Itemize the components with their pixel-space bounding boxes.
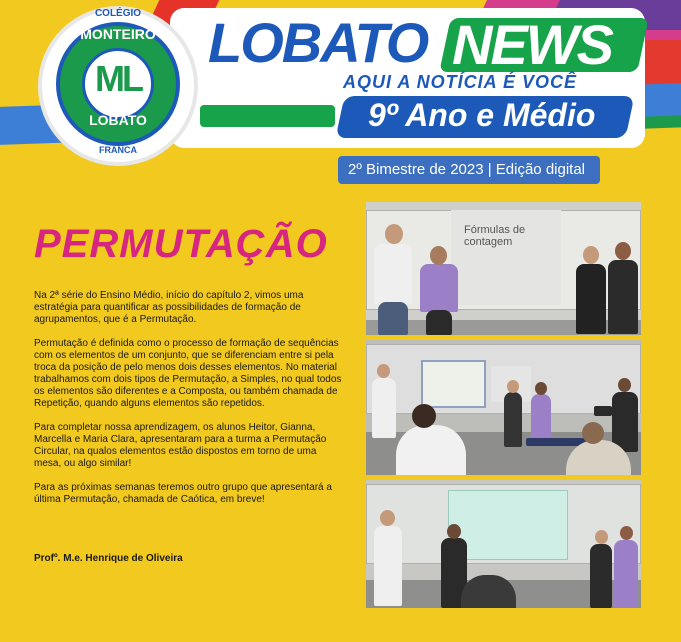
student-head xyxy=(615,242,631,260)
seated-student-head xyxy=(582,422,604,444)
grade-label: 9º Ano e Médio xyxy=(368,97,596,133)
article-paragraph: Para as próximas semanas teremos outro grupo que apresentará a última Permutação, chamada de Caótica, em breve! xyxy=(34,482,332,505)
screen-text: Fórmulas de contagem xyxy=(464,224,526,248)
student xyxy=(374,526,402,606)
student xyxy=(590,544,612,608)
classroom-photo-3 xyxy=(366,480,641,608)
article-paragraph: Para completar nossa aprendizagem, os alunos Heitor, Gianna, Marcella e Maria Clara, apresentaram para a turma a Permutação Circular, na qualos elementos estão dispostos em torno de uma mesa, ou algo similar! xyxy=(34,422,327,469)
student xyxy=(576,264,606,334)
logo-initials: ML xyxy=(95,58,141,99)
edition-label: 2º Bimestre de 2023 | Edição digital xyxy=(348,161,586,178)
article-headline: PERMUTAÇÃO xyxy=(34,222,328,266)
student-head xyxy=(535,382,547,395)
student-head xyxy=(618,378,631,392)
classroom-photo-2 xyxy=(366,340,641,475)
masthead-tagline: AQUI A NOTÍCIA É VOCÊ xyxy=(343,72,578,92)
decorative-green-bar xyxy=(200,105,335,127)
article-paragraph: Permutação é definida como o processo de formação de sequências com os elementos de um conjunto, que se diferenciam entre si pela troca da posição de pelo menos dois desses elementos. No material trabalhamos com dois tipos de Permutação, a Simples, no qual todos os elementos são diferentes e a Composta, ou também chamada de Repetição, quando alguns elementos são repetidos. xyxy=(34,338,342,409)
article-author: Profº. M.e. Henrique de Oliveira xyxy=(34,553,183,564)
projected-slide xyxy=(421,360,486,408)
student-head xyxy=(380,510,395,526)
student-legs xyxy=(378,302,408,335)
student xyxy=(372,378,396,438)
student xyxy=(614,540,638,608)
student-head xyxy=(430,246,447,265)
student-head xyxy=(507,380,519,393)
seated-student xyxy=(396,425,466,475)
student xyxy=(420,264,458,312)
student-head xyxy=(377,364,390,378)
student xyxy=(504,392,522,447)
article-body xyxy=(34,290,346,518)
seated-student xyxy=(461,575,516,608)
logo-text-franca: FRANCA xyxy=(99,145,137,155)
student-head xyxy=(583,246,599,264)
student xyxy=(374,244,412,304)
masthead-title-lobato: LOBATO xyxy=(208,11,428,74)
laptop xyxy=(594,406,612,416)
student-legs xyxy=(426,310,452,335)
classroom-photo-1 xyxy=(366,202,641,335)
student-head xyxy=(385,224,403,244)
student-head xyxy=(620,526,633,540)
logo-text-lobato: LOBATO xyxy=(89,112,147,128)
student-head xyxy=(447,524,461,539)
logo-text-colegio: COLÉGIO xyxy=(94,8,142,19)
student-head xyxy=(595,530,608,544)
student xyxy=(608,260,638,334)
logo-text-monteiro: MONTEIRO xyxy=(80,26,156,42)
seated-student-head xyxy=(412,404,436,428)
article-paragraph: Na 2ª série do Ensino Médio, início do capítulo 2, vimos uma estratégia para quantificar as possibilidades de formação de agrupamentos, que é a Permutação. xyxy=(34,290,304,325)
masthead-title-news: NEWS xyxy=(452,13,612,76)
